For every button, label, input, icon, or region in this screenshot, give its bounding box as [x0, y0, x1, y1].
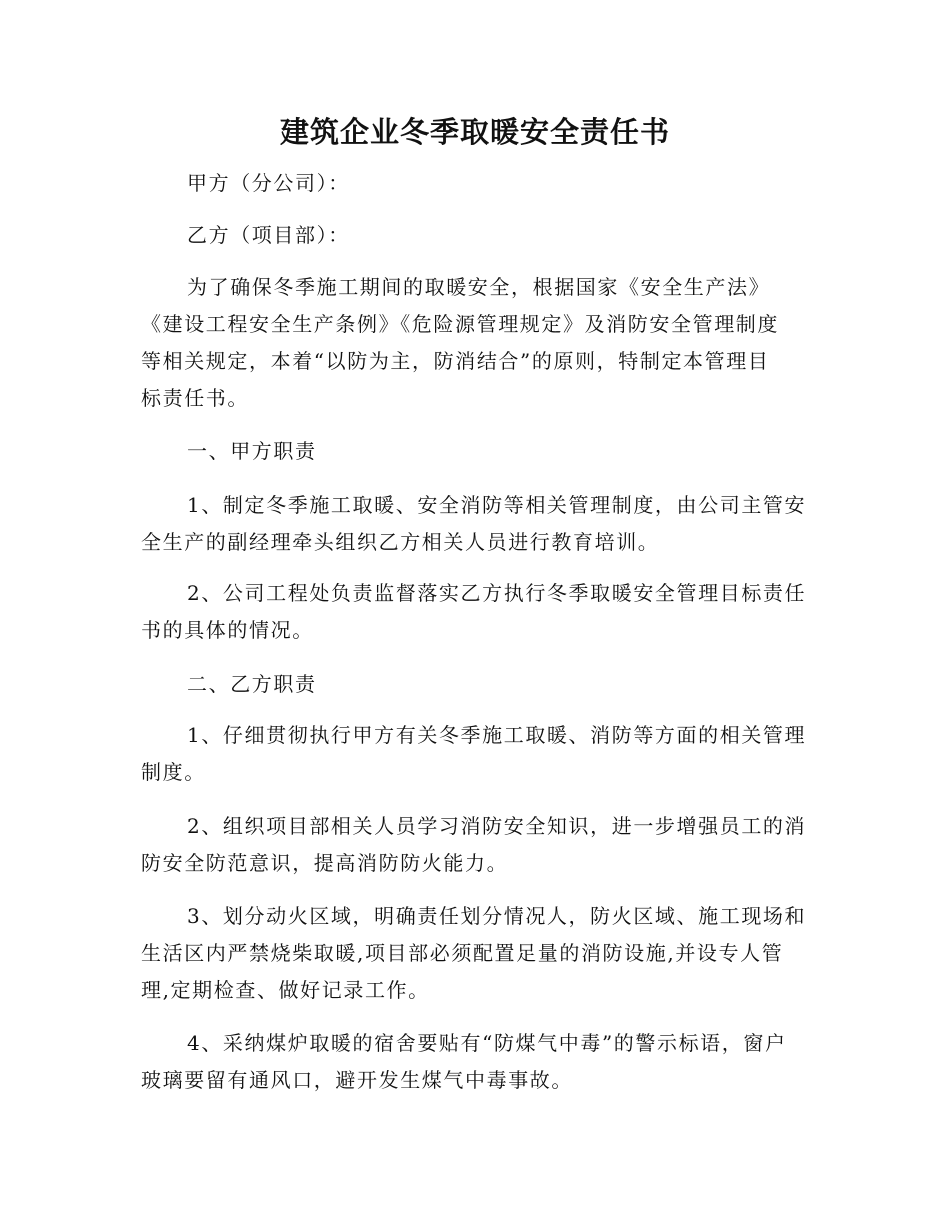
section-b-item	[141, 1025, 807, 1099]
preamble-line: 《建设工程安全生产条例》《危险源管理规定》及消防安全管理制度	[141, 312, 779, 336]
section-a-item	[141, 575, 807, 649]
item-line: 防安全防范意识，提高消防防火能力。	[141, 851, 509, 875]
preamble-line: 标责任书。	[141, 386, 249, 410]
section-heading-text: 二、乙方职责	[187, 672, 317, 696]
section-a-item	[141, 487, 807, 561]
section-b-item	[141, 717, 807, 791]
party-b-text: 乙方（项目部）：	[187, 223, 350, 247]
section-b-heading	[141, 666, 807, 703]
section-b-item	[141, 898, 807, 1009]
section-heading-text: 一、甲方职责	[187, 439, 317, 463]
item-line: 制度。	[141, 760, 206, 784]
item-line: 1、仔细贯彻执行甲方有关冬季施工取暖、消防等方面的相关管理	[187, 723, 807, 747]
preamble-line: 等相关规定，本着“以防为主，防消结合”的原则，特制定本管理目	[141, 349, 770, 373]
party-a-text: 甲方（分公司）：	[187, 171, 350, 195]
preamble-paragraph	[141, 269, 807, 417]
document-title: 建筑企业冬季取暖安全责任书	[279, 115, 670, 149]
party-b-line	[141, 217, 807, 254]
item-line: 理,定期检查、做好记录工作。	[141, 978, 430, 1002]
section-a-heading	[141, 433, 807, 470]
item-line: 生活区内严禁烧柴取暖,项目部必须配置足量的消防设施,并设专人管	[141, 941, 784, 965]
party-a-line	[141, 165, 807, 202]
item-line: 书的具体的情况。	[141, 618, 314, 642]
item-line: 2、公司工程处负责监督落实乙方执行冬季取暖安全管理目标责任	[187, 581, 807, 605]
section-b-item	[141, 808, 807, 882]
item-line: 玻璃要留有通风口，避开发生煤气中毒事故。	[141, 1068, 573, 1092]
item-line: 3、划分动火区域，明确责任划分情况人，防火区域、施工现场和	[187, 904, 807, 928]
item-line: 全生产的副经理牵头组织乙方相关人员进行教育培训。	[141, 530, 660, 554]
item-line: 2、组织项目部相关人员学习消防安全知识，进一步增强员工的消	[187, 814, 807, 838]
preamble-line: 为了确保冬季施工期间的取暖安全，根据国家《安全生产法》	[187, 275, 771, 299]
item-line: 1、制定冬季施工取暖、安全消防等相关管理制度，由公司主管安	[187, 493, 807, 517]
item-line: 4、采纳煤炉取暖的宿舍要贴有“防煤气中毒”的警示标语，窗户	[187, 1031, 787, 1055]
